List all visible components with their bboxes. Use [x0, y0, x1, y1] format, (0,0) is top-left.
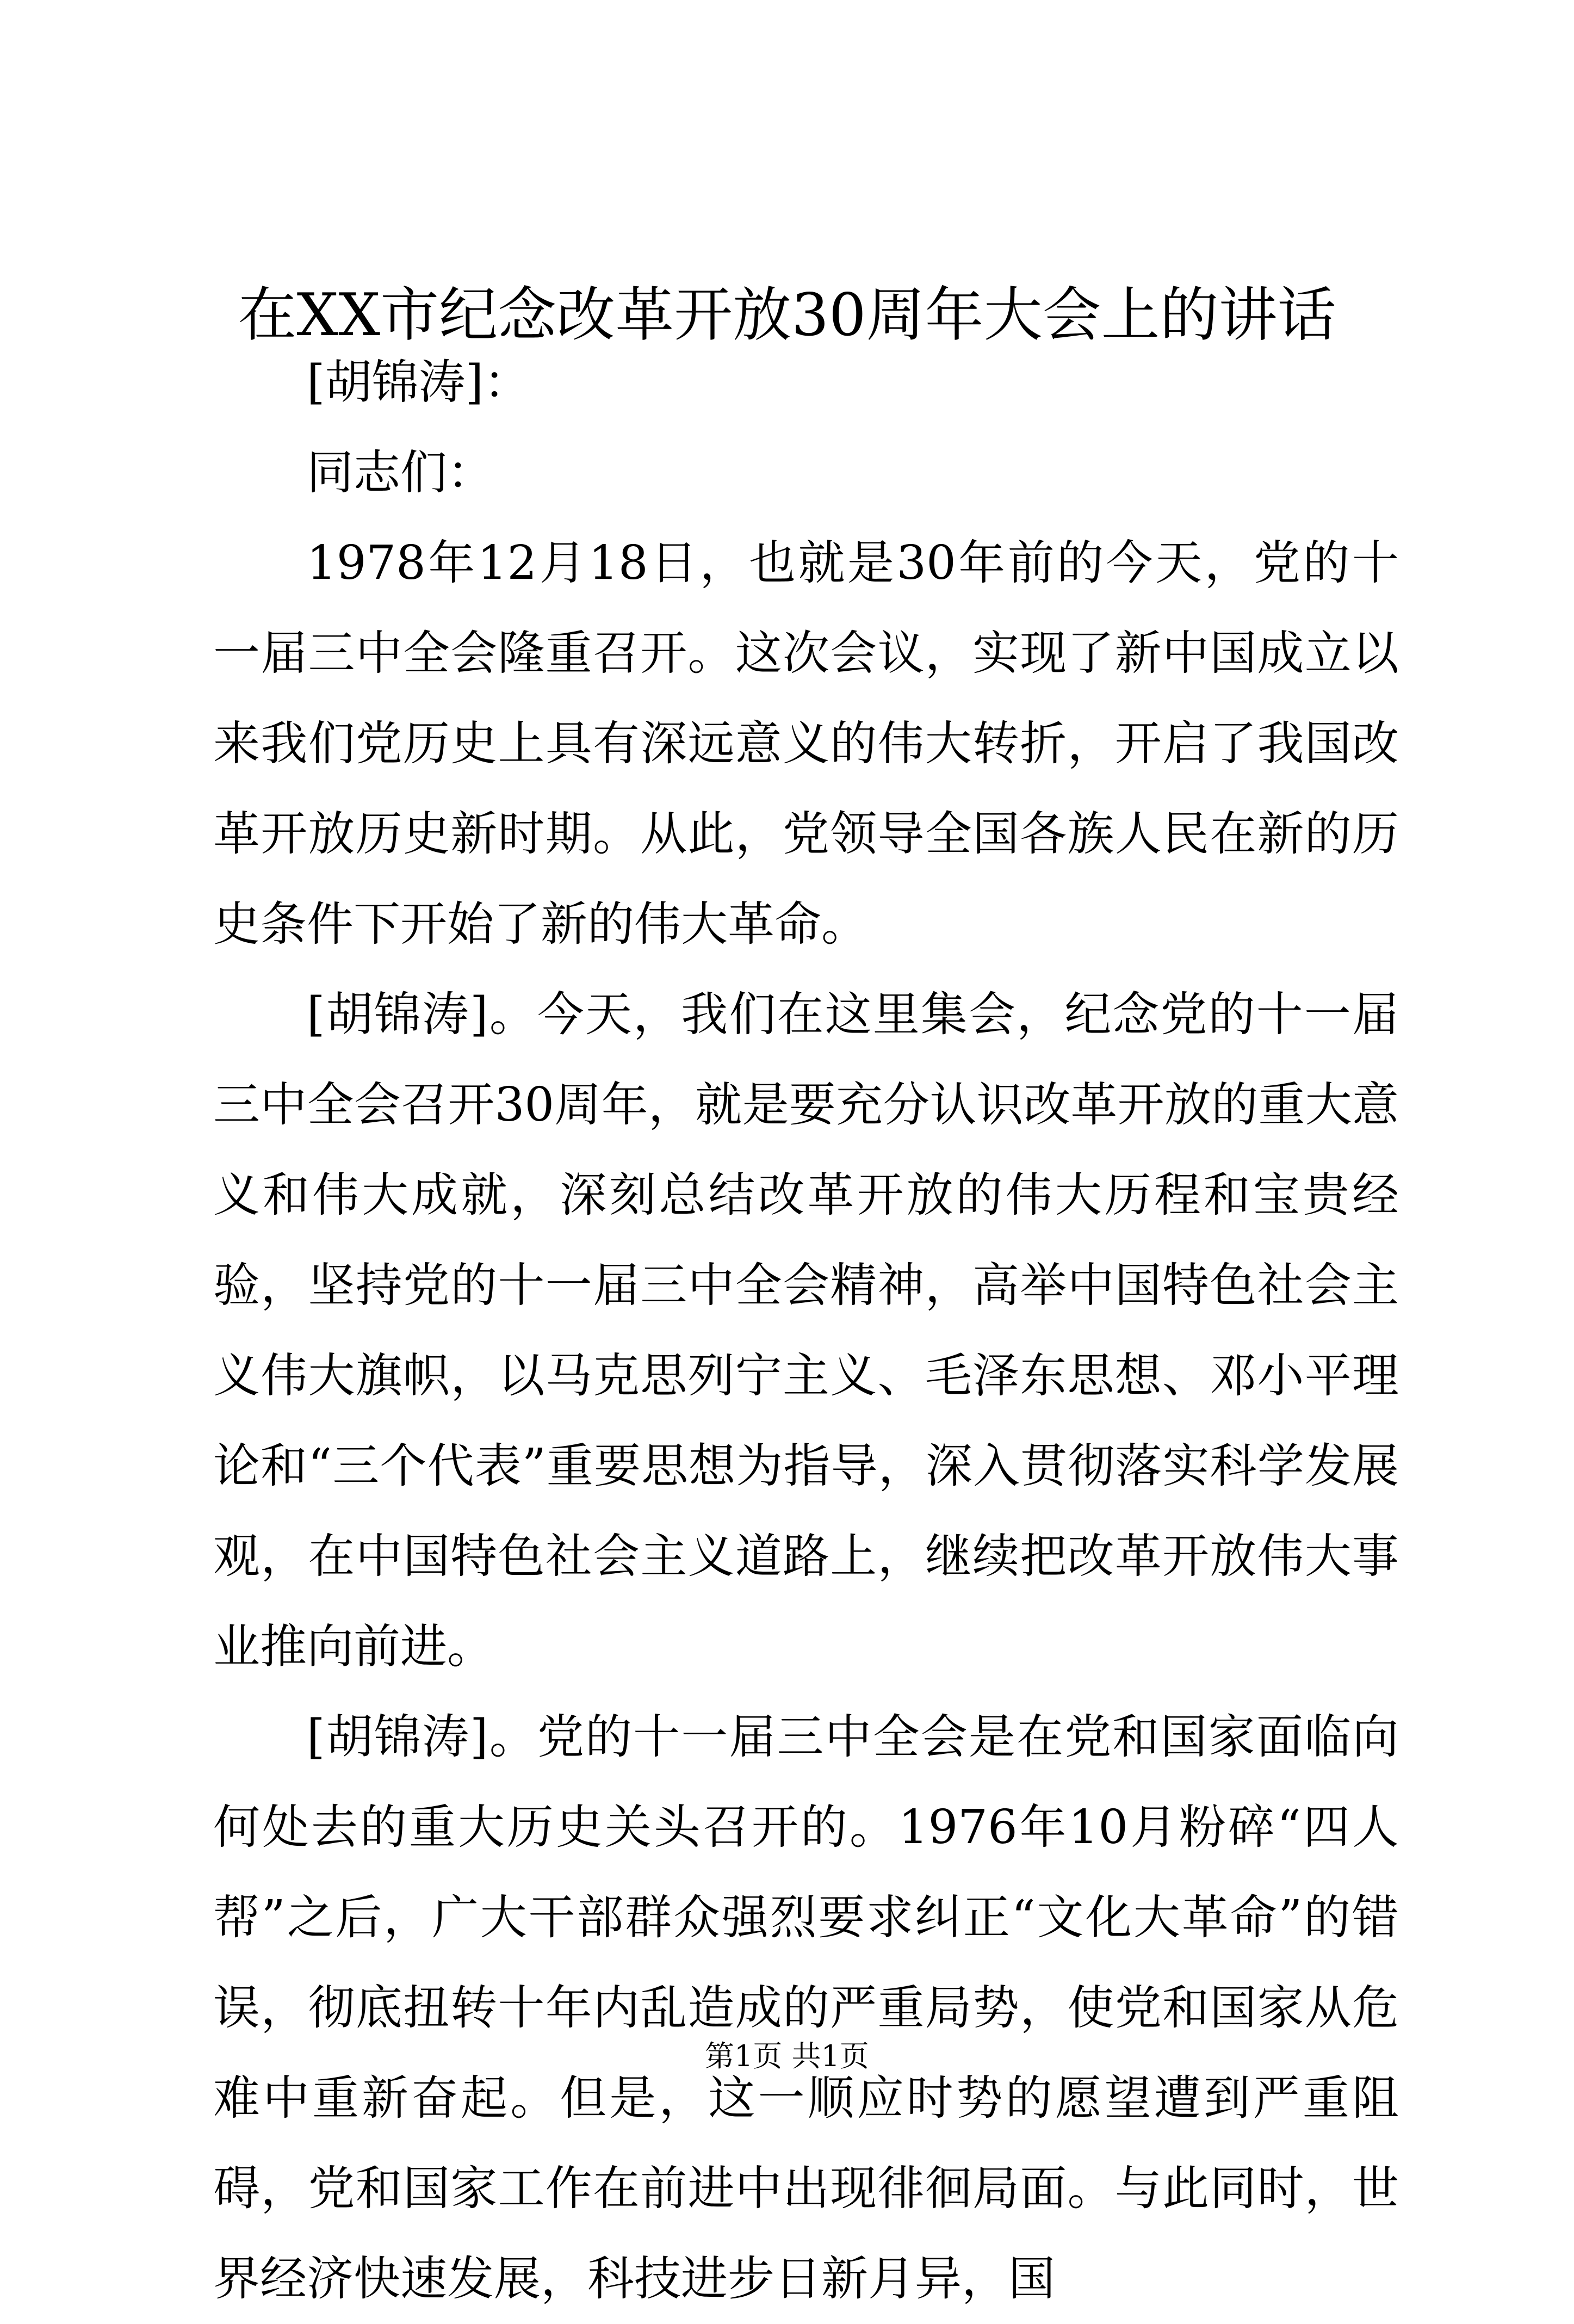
salutation: 同志们：	[307, 446, 494, 500]
body-paragraph: [胡锦涛]。党的十一届三中全会是在党和国家面临向何处去的重大历史关头召开的。1976年10月粉碎“四人帮”之后，广大干部群众强烈要求纠正“文化大革命”的错误，彻底扭转十年内乱造成的严重局势，使党和国家从危难中重新奋起。但是，这一顺应时势的愿望遭到严重阻碍，党和国家工作在前进中出现徘徊局面。与此同时，世界经济快速发展，科技进步日新月异，国	[213, 1710, 1399, 2306]
body-paragraph: [胡锦涛]。今天，我们在这里集会，纪念党的十一届三中全会召开30周年，就是要充分认识改革开放的重大意义和伟大成就，深刻总结改革开放的伟大历程和宝贵经验，坚持党的十一届三中全会精神，高举中国特色社会主义伟大旗帜，以马克思列宁主义、毛泽东思想、邓小平理论和“三个代表”重要思想为指导，深入贯彻落实科学发展观，在中国特色社会主义道路上，继续把改革开放伟大事业推向前进。	[213, 987, 1399, 1674]
body-paragraph: 1978年12月18日，也就是30年前的今天，党的十一届三中全会隆重召开。这次会议，实现了新中国成立以来我们党历史上具有深远意义的伟大转折，开启了我国改革开放历史新时期。从此，党领导全国各族人民在新的历史条件下开始了新的伟大革命。	[213, 536, 1399, 951]
speaker-line: [胡锦涛]：	[307, 355, 531, 410]
document-title: 在XX市纪念改革开放30周年大会上的讲话	[238, 281, 1336, 349]
page-footer: 第1页 共1页	[705, 2039, 869, 2073]
document-body	[213, 337, 1399, 2324]
